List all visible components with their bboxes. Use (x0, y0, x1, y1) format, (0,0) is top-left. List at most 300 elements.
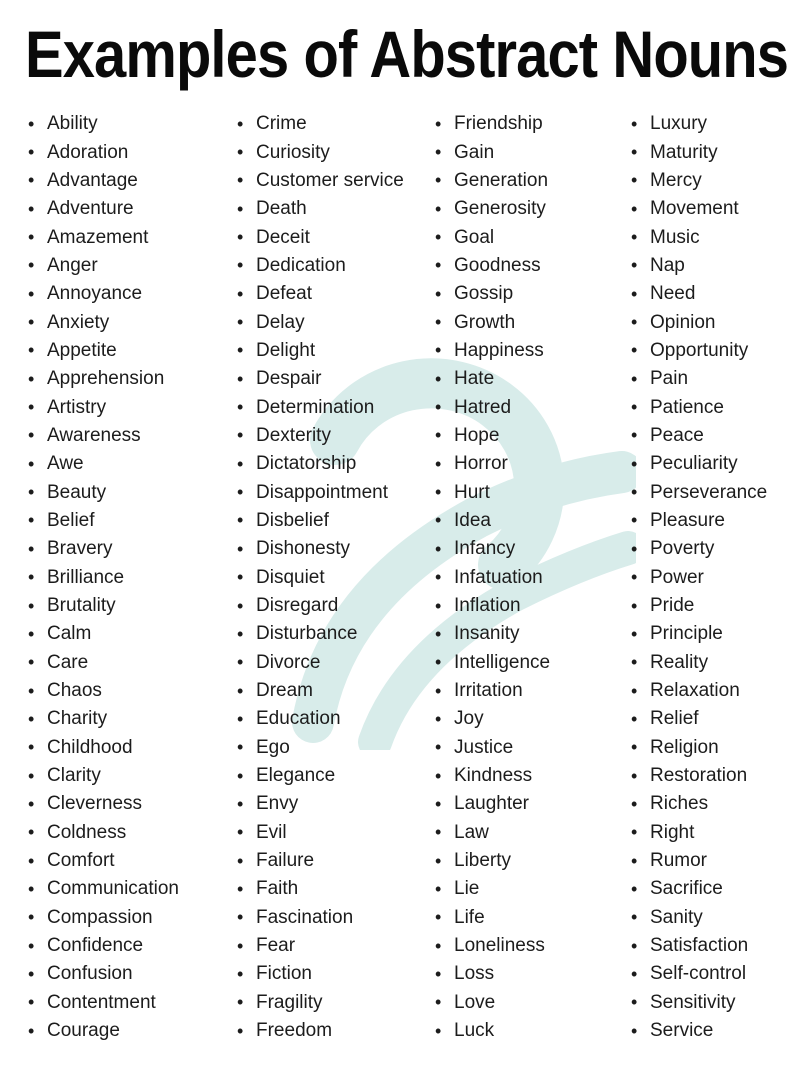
list-item (28, 734, 237, 762)
bullet-dot: • (631, 312, 638, 333)
noun-label: Patience (650, 396, 724, 418)
bullet-dot: • (28, 255, 35, 276)
list-item (631, 252, 810, 280)
bullet-dot: • (435, 737, 442, 758)
list-item (28, 223, 237, 251)
list-item (631, 223, 810, 251)
noun-label: Justice (454, 736, 514, 758)
bullet-dot: • (631, 340, 638, 361)
bullet-dot: • (28, 793, 35, 814)
noun-label: Evil (256, 821, 287, 843)
bullet-dot: • (435, 822, 442, 843)
bullet-dot: • (237, 198, 244, 219)
noun-label: Clarity (47, 765, 101, 787)
list-item (631, 875, 810, 903)
noun-label: Opportunity (650, 339, 749, 361)
list-item (435, 875, 631, 903)
bullet-dot: • (435, 142, 442, 163)
noun-label: Chaos (47, 680, 102, 702)
list-item (631, 167, 810, 195)
list-item (237, 365, 435, 393)
list-item (237, 847, 435, 875)
list-item (28, 110, 237, 138)
noun-label: Hatred (454, 396, 512, 418)
bullet-dot: • (28, 567, 35, 588)
list-item (435, 110, 631, 138)
bullet-dot: • (237, 680, 244, 701)
noun-label: Elegance (256, 765, 336, 787)
list-item (435, 847, 631, 875)
bullet-dot: • (435, 680, 442, 701)
noun-label: Dream (256, 680, 314, 702)
noun-label: Infatuation (454, 566, 543, 588)
list-item (28, 507, 237, 535)
list-item (631, 422, 810, 450)
noun-label: Fear (256, 935, 296, 957)
list-item (237, 649, 435, 677)
noun-label: Anger (47, 254, 98, 276)
bullet-dot: • (28, 482, 35, 503)
list-item (237, 507, 435, 535)
list-item (435, 393, 631, 421)
noun-label: Gain (454, 141, 495, 163)
noun-label: Friendship (454, 113, 543, 135)
list-item (435, 705, 631, 733)
bullet-dot: • (237, 453, 244, 474)
list-item (631, 989, 810, 1017)
list-item (435, 223, 631, 251)
list-item (28, 649, 237, 677)
list-item (28, 280, 237, 308)
list-item (28, 847, 237, 875)
list-item (435, 252, 631, 280)
page-title: Examples of Abstract Nouns (25, 17, 789, 91)
noun-column-2 (237, 110, 435, 1045)
list-item (435, 1017, 631, 1045)
noun-label: Reality (650, 651, 709, 673)
list-item (631, 478, 810, 506)
list-item (28, 252, 237, 280)
list-item (28, 677, 237, 705)
list-item (631, 932, 810, 960)
list-item (435, 592, 631, 620)
list-item (28, 1017, 237, 1045)
bullet-dot: • (28, 680, 35, 701)
list-item (631, 734, 810, 762)
bullet-dot: • (28, 368, 35, 389)
bullet-dot: • (28, 652, 35, 673)
noun-label: Idea (454, 509, 491, 531)
noun-label: Peace (650, 424, 704, 446)
bullet-dot: • (631, 708, 638, 729)
noun-label: Hate (454, 368, 495, 390)
list-item (435, 167, 631, 195)
list-item (28, 762, 237, 790)
list-item (631, 365, 810, 393)
list-item (237, 762, 435, 790)
bullet-dot: • (631, 737, 638, 758)
bullet-dot: • (237, 567, 244, 588)
list-item (237, 592, 435, 620)
bullet-dot: • (28, 623, 35, 644)
list-item (631, 564, 810, 592)
bullet-dot: • (237, 765, 244, 786)
noun-label: Adoration (47, 141, 129, 163)
noun-label: Advantage (47, 169, 138, 191)
noun-label: Calm (47, 623, 92, 645)
bullet-dot: • (435, 397, 442, 418)
bullet-dot: • (631, 907, 638, 928)
noun-label: Horror (454, 453, 508, 475)
list-item (435, 734, 631, 762)
noun-label: Ego (256, 736, 290, 758)
bullet-dot: • (435, 963, 442, 984)
list-item (631, 592, 810, 620)
list-item (435, 677, 631, 705)
noun-label: Kindness (454, 765, 533, 787)
noun-label: Luck (454, 1020, 495, 1042)
bullet-dot: • (435, 935, 442, 956)
noun-label: Life (454, 906, 485, 928)
list-item (237, 932, 435, 960)
bullet-dot: • (631, 595, 638, 616)
bullet-dot: • (237, 368, 244, 389)
noun-label: Movement (650, 198, 739, 220)
bullet-dot: • (435, 170, 442, 191)
list-item (631, 677, 810, 705)
noun-label: Delight (256, 339, 316, 361)
list-item (435, 649, 631, 677)
list-item (631, 1017, 810, 1045)
list-item (435, 337, 631, 365)
list-item (28, 592, 237, 620)
list-item (631, 507, 810, 535)
bullet-dot: • (28, 822, 35, 843)
bullet-dot: • (237, 1020, 244, 1041)
list-item (237, 734, 435, 762)
noun-label: Confidence (47, 935, 144, 957)
list-item (28, 564, 237, 592)
noun-label: Growth (454, 311, 516, 333)
noun-label: Dexterity (256, 424, 331, 446)
bullet-dot: • (237, 482, 244, 503)
bullet-dot: • (237, 907, 244, 928)
list-item (237, 280, 435, 308)
noun-column-3 (435, 110, 631, 1045)
bullet-dot: • (28, 737, 35, 758)
list-item (237, 960, 435, 988)
list-item (28, 393, 237, 421)
bullet-dot: • (28, 340, 35, 361)
noun-label: Anxiety (47, 311, 110, 333)
bullet-dot: • (28, 198, 35, 219)
noun-label: Pleasure (650, 509, 725, 531)
noun-label: Loss (454, 963, 495, 985)
noun-label: Care (47, 651, 89, 673)
bullet-dot: • (631, 652, 638, 673)
list-item (237, 1017, 435, 1045)
noun-label: Dictatorship (256, 453, 357, 475)
bullet-dot: • (631, 283, 638, 304)
list-item (237, 138, 435, 166)
noun-label: Right (650, 821, 695, 843)
noun-label: Happiness (454, 339, 544, 361)
bullet-dot: • (237, 397, 244, 418)
list-item (237, 705, 435, 733)
list-item (237, 478, 435, 506)
bullet-dot: • (237, 425, 244, 446)
bullet-dot: • (435, 198, 442, 219)
noun-label: Satisfaction (650, 935, 749, 957)
list-item (237, 252, 435, 280)
list-item (237, 819, 435, 847)
list-item (237, 535, 435, 563)
bullet-dot: • (435, 1020, 442, 1041)
list-item (631, 450, 810, 478)
noun-label: Curiosity (256, 141, 330, 163)
list-item (435, 762, 631, 790)
list-item (28, 932, 237, 960)
bullet-dot: • (631, 623, 638, 644)
bullet-dot: • (237, 992, 244, 1013)
noun-label: Generation (454, 169, 549, 191)
bullet-dot: • (237, 822, 244, 843)
noun-label: Compassion (47, 906, 153, 928)
bullet-dot: • (28, 963, 35, 984)
bullet-dot: • (237, 255, 244, 276)
noun-label: Self-control (650, 963, 747, 985)
noun-label: Fragility (256, 991, 323, 1013)
noun-label: Nap (650, 254, 685, 276)
bullet-dot: • (28, 397, 35, 418)
noun-label: Laughter (454, 793, 530, 815)
list-item (237, 195, 435, 223)
bullet-dot: • (631, 453, 638, 474)
list-item (237, 167, 435, 195)
bullet-dot: • (631, 113, 638, 134)
noun-label: Death (256, 198, 307, 220)
noun-label: Failure (256, 850, 315, 872)
bullet-dot: • (237, 227, 244, 248)
bullet-dot: • (28, 142, 35, 163)
bullet-dot: • (237, 935, 244, 956)
list-item (28, 620, 237, 648)
noun-label: Service (650, 1020, 714, 1042)
bullet-dot: • (237, 312, 244, 333)
noun-label: Beauty (47, 481, 107, 503)
list-item (631, 762, 810, 790)
bullet-dot: • (435, 652, 442, 673)
bullet-dot: • (631, 935, 638, 956)
list-item (237, 337, 435, 365)
bullet-dot: • (435, 453, 442, 474)
list-item (237, 875, 435, 903)
bullet-dot: • (237, 340, 244, 361)
list-item (435, 960, 631, 988)
noun-label: Freedom (256, 1020, 333, 1042)
noun-label: Music (650, 226, 700, 248)
noun-label: Peculiarity (650, 453, 738, 475)
noun-label: Communication (47, 878, 179, 900)
bullet-dot: • (237, 793, 244, 814)
list-item (435, 478, 631, 506)
noun-label: Apprehension (47, 368, 165, 390)
bullet-dot: • (28, 708, 35, 729)
bullet-dot: • (631, 227, 638, 248)
noun-label: Law (454, 821, 489, 843)
noun-label: Ability (47, 113, 98, 135)
noun-label: Envy (256, 793, 299, 815)
noun-label: Annoyance (47, 283, 143, 305)
bullet-dot: • (28, 765, 35, 786)
noun-label: Comfort (47, 850, 115, 872)
noun-label: Sacrifice (650, 878, 723, 900)
list-item (631, 138, 810, 166)
noun-label: Intelligence (454, 651, 551, 673)
list-item (435, 308, 631, 336)
list-item (631, 110, 810, 138)
noun-label: Luxury (650, 113, 708, 135)
noun-label: Joy (454, 708, 484, 730)
bullet-dot: • (435, 992, 442, 1013)
bullet-dot: • (631, 482, 638, 503)
bullet-dot: • (28, 113, 35, 134)
noun-label: Faith (256, 878, 299, 900)
bullet-dot: • (631, 963, 638, 984)
noun-label: Delay (256, 311, 305, 333)
noun-label: Brilliance (47, 566, 125, 588)
noun-label: Opinion (650, 311, 716, 333)
noun-column-4 (631, 110, 810, 1045)
noun-label: Amazement (47, 226, 149, 248)
list-item (28, 138, 237, 166)
bullet-dot: • (237, 708, 244, 729)
list-item (435, 932, 631, 960)
bullet-dot: • (631, 822, 638, 843)
bullet-dot: • (631, 142, 638, 163)
list-item (28, 904, 237, 932)
bullet-dot: • (435, 482, 442, 503)
bullet-dot: • (28, 170, 35, 191)
list-item (28, 989, 237, 1017)
list-item (435, 422, 631, 450)
list-item (237, 393, 435, 421)
list-item (28, 790, 237, 818)
list-item (631, 904, 810, 932)
noun-label: Confusion (47, 963, 133, 985)
list-item (631, 649, 810, 677)
bullet-dot: • (28, 878, 35, 899)
list-item (631, 847, 810, 875)
list-item (631, 819, 810, 847)
noun-label: Religion (650, 736, 719, 758)
noun-label: Belief (47, 509, 95, 531)
bullet-dot: • (435, 907, 442, 928)
list-item (28, 705, 237, 733)
bullet-dot: • (435, 765, 442, 786)
bullet-dot: • (237, 142, 244, 163)
noun-label: Dishonesty (256, 538, 350, 560)
noun-label: Education (256, 708, 341, 730)
bullet-dot: • (237, 113, 244, 134)
noun-label: Power (650, 566, 704, 588)
noun-label: Crime (256, 113, 307, 135)
list-item (435, 819, 631, 847)
list-item (28, 167, 237, 195)
noun-label: Disregard (256, 595, 339, 617)
bullet-dot: • (631, 425, 638, 446)
bullet-dot: • (28, 907, 35, 928)
bullet-dot: • (435, 340, 442, 361)
noun-label: Hope (454, 424, 500, 446)
list-item (631, 280, 810, 308)
list-item (28, 819, 237, 847)
list-item (237, 989, 435, 1017)
bullet-dot: • (435, 312, 442, 333)
noun-label: Sanity (650, 906, 703, 928)
bullet-dot: • (631, 255, 638, 276)
noun-label: Bravery (47, 538, 113, 560)
list-item (435, 195, 631, 223)
list-item (237, 422, 435, 450)
bullet-dot: • (435, 850, 442, 871)
bullet-dot: • (435, 538, 442, 559)
bullet-dot: • (435, 283, 442, 304)
noun-label: Fascination (256, 906, 354, 928)
noun-label: Cleverness (47, 793, 143, 815)
noun-label: Awareness (47, 424, 141, 446)
list-item (237, 450, 435, 478)
bullet-dot: • (631, 567, 638, 588)
bullet-dot: • (631, 538, 638, 559)
noun-label: Adventure (47, 198, 134, 220)
noun-label: Riches (650, 793, 709, 815)
bullet-dot: • (631, 878, 638, 899)
list-item (28, 875, 237, 903)
bullet-dot: • (28, 425, 35, 446)
bullet-dot: • (28, 538, 35, 559)
bullet-dot: • (28, 312, 35, 333)
noun-label: Defeat (256, 283, 312, 305)
list-item (435, 280, 631, 308)
list-item (631, 337, 810, 365)
list-item (28, 478, 237, 506)
bullet-dot: • (28, 453, 35, 474)
bullet-dot: • (631, 510, 638, 531)
noun-label: Awe (47, 453, 84, 475)
list-item (28, 365, 237, 393)
list-item (28, 308, 237, 336)
list-item (631, 535, 810, 563)
bullet-dot: • (28, 850, 35, 871)
list-item (237, 904, 435, 932)
bullet-dot: • (435, 595, 442, 616)
list-item (435, 564, 631, 592)
list-item (28, 422, 237, 450)
noun-label: Disbelief (256, 509, 329, 531)
noun-label: Infancy (454, 538, 516, 560)
bullet-dot: • (237, 170, 244, 191)
bullet-dot: • (631, 680, 638, 701)
noun-label: Courage (47, 1020, 120, 1042)
bullet-dot: • (237, 737, 244, 758)
noun-label: Sensitivity (650, 991, 736, 1013)
noun-label: Perseverance (650, 481, 768, 503)
bullet-dot: • (28, 1020, 35, 1041)
noun-label: Goodness (454, 254, 541, 276)
noun-label: Insanity (454, 623, 520, 645)
noun-label: Pride (650, 595, 695, 617)
